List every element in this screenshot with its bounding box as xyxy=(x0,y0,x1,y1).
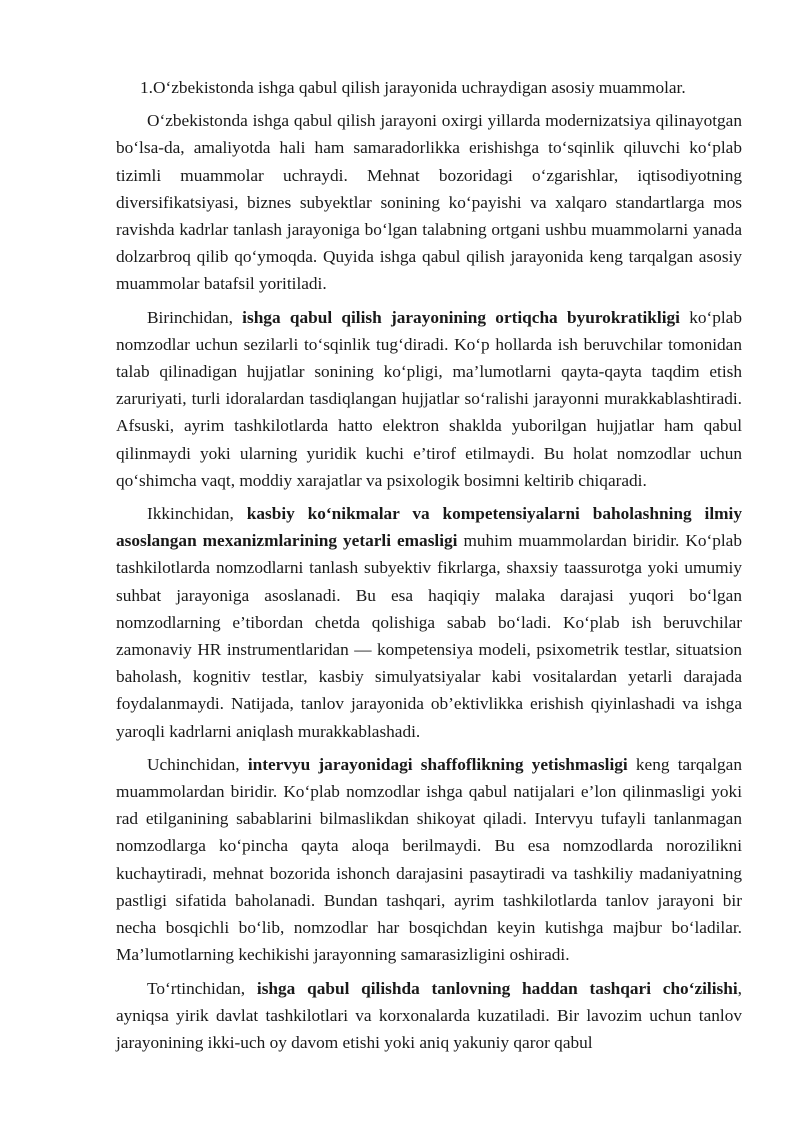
paragraph-fourth xyxy=(116,975,742,1057)
paragraph-second-bold: kasbiy ko‘nikmalar va kompetensiyalarni baholashning ilmiy asoslangan mexanizmlarining yetarli emasligi xyxy=(116,504,742,551)
paragraph-third-rest: keng tarqalgan muammolardan biridir. Ko‘plab nomzodlar ishga qabul natijalari e’lon qilinmasligi yoki rad etilganining sabablarini bilmaslikdan shikoyat qiladi. Intervyu tufayli tanlanmagan nomzodlarga ko‘pincha qayta aloqa berilmaydi. Bu esa nomzodlarda norozilikni kuchaytiradi, mehnat bozorida ishonch darajasini pasaytiradi va tashkiliy madaniyatning pastligi sifatida baholanadi. Bundan tashqari, ayrim tashkilotlarda tanlov jarayoni bir necha bosqichli bo‘lib, nomzodlar har bosqichdan keyin kutishga majbur bo‘ladilar. Ma’lumotlarning kechikishi jarayonning samarasizligini oshiradi. xyxy=(116,754,742,965)
paragraph-third-bold: intervyu jarayonidagi shaffoflikning yetishmasligi xyxy=(247,754,628,774)
section-heading: 1.O‘zbekistonda ishga qabul qilish jarayonida uchraydigan asosiy muammolar. xyxy=(140,78,686,97)
paragraph-second-lead: Ikkinchidan, xyxy=(147,504,247,524)
paragraph-first-lead: Birinchidan, xyxy=(147,307,243,327)
paragraph-second-rest: muhim muammolardan biridir. Ko‘plab tashkilotlarda nomzodlarni tanlash subyektiv fikrlarga, shaxsiy taassurotga yoki umumiy suhbat jarayoniga asoslanadi. Bu esa haqiqiy malaka darajasi yuqori bo‘lgan nomzodlarning e’tibordan chetda qolishiga sabab bo‘ladi. Ko‘plab ish beruvchilar zamonaviy HR instrumentlaridan — kompetensiya modeli, psixometrik testlar, situatsion baholash, kognitiv testlar, kasbiy simulyatsiyalar kabi vositalardan yetarli darajada foydalanmaydi. Natijada, tanlov jarayonida ob’ektivlikka erishish qiyinlashadi va ishga yaroqli kadrlarni aniqlash murakkablashadi. xyxy=(116,531,742,741)
paragraph-third xyxy=(116,751,742,969)
paragraph-second xyxy=(116,500,742,745)
intro-paragraph: O‘zbekistonda ishga qabul qilish jarayoni oxirgi yillarda modernizatsiya qilinayotgan bo‘lsa-da, amaliyotda hali ham samaradorlikka erishishga to‘sqinlik qiluvchi ko‘plab tizimli muammolar uchraydi. Mehnat bozoridagi o‘zgarishlar, iqtisodiyotning diversifikatsiyasi, biznes subyektlar sonining ko‘payishi va xalqaro standartlarga mos ravishda kadrlar tanlash jarayoniga bo‘lgan talabning ortgani ushbu muammolarni yanada dolzarbroq qilib qo‘ymoqda. Quyida ishga qabul qilish jarayonida keng tarqalgan asosiy muammolar batafsil yoritiladi. xyxy=(116,111,742,294)
paragraph-third-lead: Uchinchidan, xyxy=(147,754,248,774)
paragraph-fourth-rest: , ayniqsa yirik davlat tashkilotlari va korxonalarda kuzatiladi. Bir lavozim uchun tanlov jarayonining ikki-uch oy davom etishi yoki aniq yakuniy qaror qabul xyxy=(116,978,742,1052)
paragraph-first-bold: ishga qabul qilish jarayonining ortiqcha byurokratikligi xyxy=(242,307,680,327)
paragraph-fourth-lead: To‘rtinchidan, xyxy=(147,978,257,998)
document-page xyxy=(116,74,742,1062)
paragraph-first xyxy=(116,304,742,494)
paragraph-first-rest: ko‘plab nomzodlar uchun sezilarli to‘sqinlik tug‘diradi. Ko‘p hollarda ish beruvchilar tomonidan talab qilinadigan hujjatlar sonining ko‘pligi, ma’lumotlarni qayta-qayta taqdim etish zaruriyati, turli idoralardan tasdiqlangan hujjatlar so‘ralishi jarayonni murakkablashtiradi. Afsuski, ayrim tashkilotlarda hatto elektron shaklda yuborilgan hujjatlar ham qabul qilinmaydi yoki ularning yuridik kuchi e’tirof etilmaydi. Bu holat nomzodlar uchun qo‘shimcha vaqt, moddiy xarajatlar va psixologik bosimni keltirib chiqaradi. xyxy=(116,307,742,490)
paragraph-fourth-bold: ishga qabul qilishda tanlovning haddan tashqari cho‘zilishi xyxy=(256,978,738,998)
